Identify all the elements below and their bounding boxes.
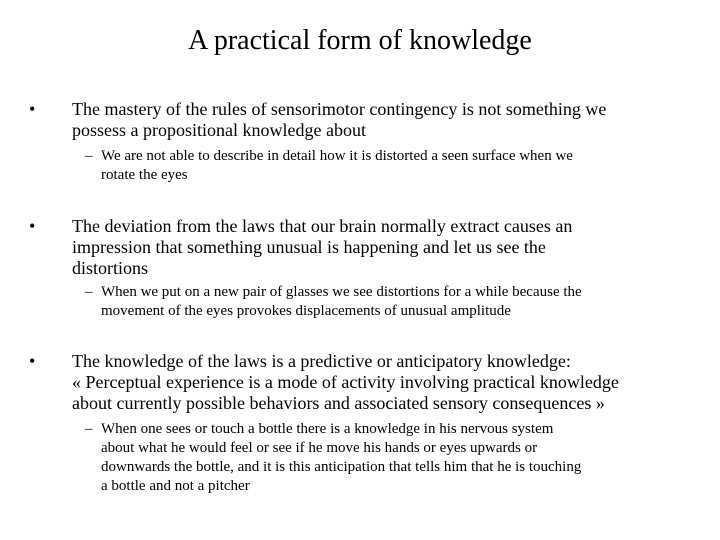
sub-bullet-dash-icon: –	[85, 148, 93, 164]
sub-bullet-text-line: We are not able to describe in detail how it is distorted a seen surface when we	[101, 148, 573, 164]
sub-bullet-text-line: a bottle and not a pitcher	[101, 478, 250, 494]
bullet-icon: •	[29, 99, 36, 119]
bullet-text-line: The deviation from the laws that our brain normally extract causes an	[72, 216, 573, 236]
bullet-text-line: The knowledge of the laws is a predictive or anticipatory knowledge:	[72, 351, 571, 371]
sub-bullet-text-line: about what he would feel or see if he move his hands or eyes upwards or	[101, 440, 538, 456]
bullet-text-line: impression that something unusual is happening and let us see the	[72, 237, 546, 257]
bullet-text-line: possess a propositional knowledge about	[72, 120, 366, 140]
sub-bullet-text-line: movement of the eyes provokes displacements of unusual amplitude	[101, 303, 511, 319]
bullet-text-line: « Perceptual experience is a mode of activity involving practical knowledge	[72, 372, 619, 392]
sub-bullet-dash-icon: –	[85, 284, 93, 300]
sub-bullet-text-line: When we put on a new pair of glasses we see distortions for a while because the	[101, 284, 582, 300]
bullet-text-line: The mastery of the rules of sensorimotor contingency is not something we	[72, 99, 607, 119]
bullet-icon: •	[29, 216, 36, 236]
slide-title: A practical form of knowledge	[188, 25, 532, 56]
bullet-text-line: about currently possible behaviors and associated sensory consequences »	[72, 393, 605, 413]
sub-bullet-text-line: When one sees or touch a bottle there is a knowledge in his nervous system	[101, 421, 554, 437]
bullet-icon: •	[29, 351, 36, 371]
sub-bullet-dash-icon: –	[85, 421, 93, 437]
bullet-text-line: distortions	[72, 258, 149, 278]
sub-bullet-text-line: downwards the bottle, and it is this anticipation that tells him that he is touching	[101, 459, 582, 475]
sub-bullet-text-line: rotate the eyes	[101, 167, 188, 183]
